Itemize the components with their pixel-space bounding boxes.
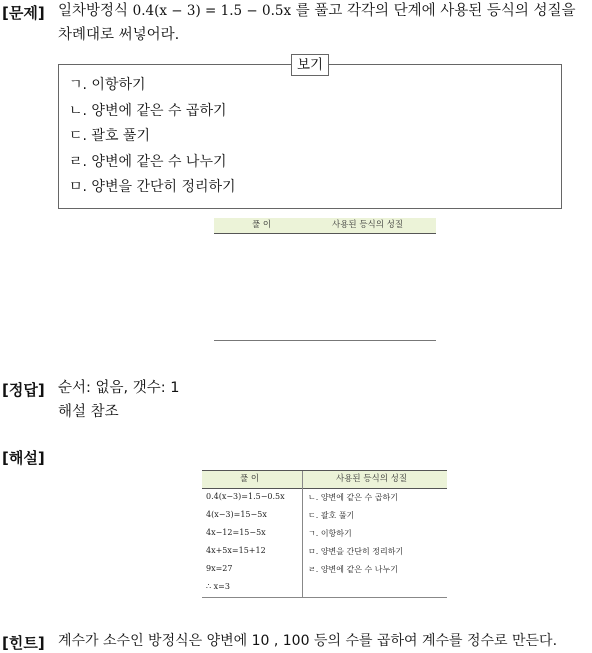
- worksheet-bottom-line: [214, 340, 436, 341]
- bogi-box: [58, 57, 562, 209]
- bogi-item: ㄷ. 괄호 풀기: [69, 128, 150, 144]
- explanation-label: [해설]: [2, 449, 45, 467]
- explanation-col-property: 사용된 등식의 성질: [336, 474, 408, 484]
- solution-property: ㄴ. 양변에 같은 수 곱하기: [308, 493, 398, 502]
- bogi-list: [69, 75, 236, 203]
- explanation-divider: [302, 471, 303, 597]
- solution-step: 0.4(x−3)=1.5−0.5x: [206, 492, 285, 501]
- bogi-title: 보기: [291, 54, 329, 76]
- explanation-col-solution: 풀 이: [240, 474, 260, 484]
- solution-property: ㄹ. 양변에 같은 수 나누기: [308, 565, 398, 574]
- bogi-item: ㅁ. 양변을 간단히 정리하기: [69, 179, 236, 195]
- worksheet-table: [214, 218, 436, 342]
- solution-property: ㄷ. 괄호 풀기: [308, 511, 355, 520]
- problem-text: [58, 0, 592, 47]
- worksheet-col-property: 사용된 등식의 성질: [332, 220, 404, 230]
- explanation-header: [202, 471, 447, 489]
- problem-label: [문제]: [2, 4, 45, 22]
- solution-property: ㄱ. 이항하기: [308, 529, 352, 538]
- answer-label: [정답]: [2, 381, 45, 399]
- worksheet-col-solution: 풀 이: [252, 220, 272, 230]
- answer-line-2: 해설 참조: [58, 404, 119, 420]
- bogi-item: ㄱ. 이항하기: [69, 77, 146, 93]
- answer-text: [58, 376, 179, 424]
- problem-text-after: 를 풀고 각각의 단계에 사용된 등식의 성질을: [291, 3, 576, 19]
- solution-step: 9x=27: [206, 564, 233, 573]
- bogi-item: ㄴ. 양변에 같은 수 곱하기: [69, 102, 227, 119]
- explanation-table: [202, 470, 447, 598]
- problem-line-2: 차례대로 써넣어라.: [58, 27, 180, 43]
- problem-text-before: 일차방정식: [58, 3, 133, 19]
- solution-step: 4x+5x=15+12: [206, 546, 266, 555]
- problem-line-1: [58, 0, 592, 23]
- answer-line-1: 순서: 없음, 갯수: 1: [58, 380, 180, 396]
- solution-property: ㅁ. 양변을 간단히 정리하기: [308, 547, 404, 556]
- hint-text: 계수가 소수인 방정식은 양변에 10 , 100 등의 수를 곱하여 계수를 정수로 만든다.: [58, 633, 558, 649]
- hint-label: [힌트]: [2, 634, 45, 652]
- solution-step: ∴ x=3: [206, 582, 230, 591]
- solution-step: 4x−12=15−5x: [206, 528, 266, 537]
- bogi-item: ㄹ. 양변에 같은 수 나누기: [69, 153, 227, 170]
- worksheet-header: [214, 218, 436, 234]
- problem-equation: 0.4(x − 3) = 1.5 − 0.5x: [132, 3, 292, 19]
- solution-step: 4(x−3)=15−5x: [206, 510, 267, 519]
